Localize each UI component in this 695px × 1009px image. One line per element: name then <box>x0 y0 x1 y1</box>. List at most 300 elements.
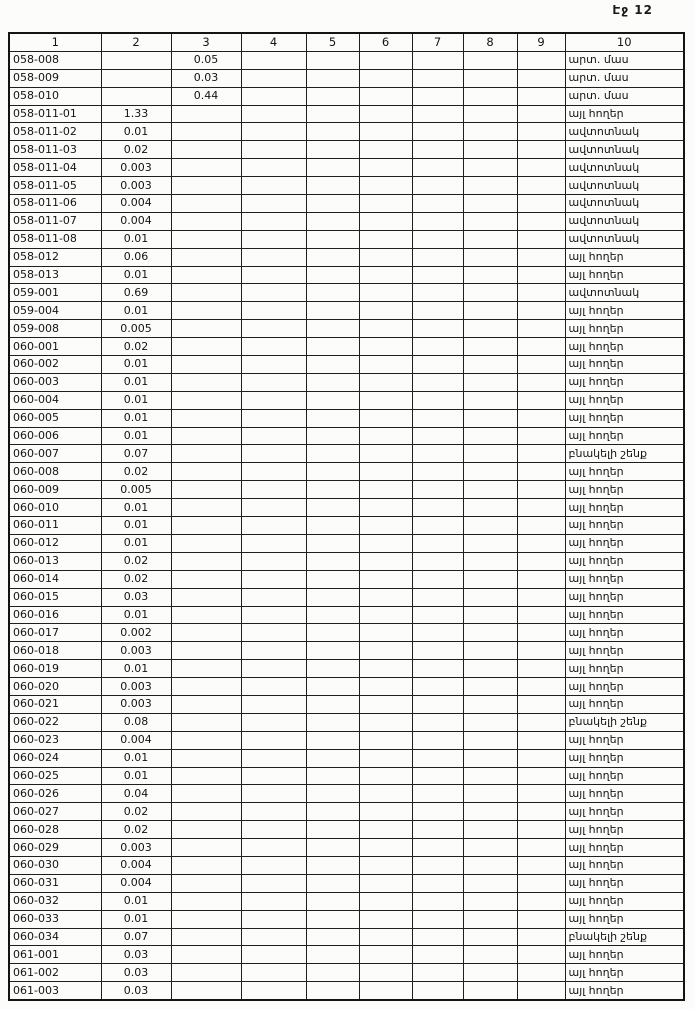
table-cell <box>517 320 565 338</box>
table-cell <box>241 445 306 463</box>
table-cell: 0.44 <box>171 87 241 105</box>
table-row <box>9 946 684 964</box>
table-cell <box>306 266 359 284</box>
table-cell: 060-010 <box>9 499 101 517</box>
table-cell: 060-013 <box>9 552 101 570</box>
table-cell: այլ հողեր <box>565 248 684 266</box>
table-row <box>9 69 684 87</box>
table-cell: 058-011-06 <box>9 195 101 213</box>
table-cell: այլ հողեր <box>565 338 684 356</box>
table-cell <box>463 624 517 642</box>
table-cell <box>171 803 241 821</box>
table-cell <box>412 248 463 266</box>
table-cell <box>412 195 463 213</box>
table-cell <box>359 445 412 463</box>
table-cell <box>306 445 359 463</box>
table-cell <box>359 517 412 535</box>
table-cell <box>463 445 517 463</box>
table-cell <box>359 713 412 731</box>
table-cell: 060-003 <box>9 373 101 391</box>
table-cell <box>359 427 412 445</box>
table-cell <box>412 803 463 821</box>
table-cell <box>306 248 359 266</box>
table-cell <box>517 964 565 982</box>
table-cell <box>171 731 241 749</box>
table-cell <box>306 302 359 320</box>
column-header: 5 <box>306 33 359 51</box>
table-row <box>9 266 684 284</box>
table-cell <box>306 391 359 409</box>
table-cell: 058-008 <box>9 51 101 69</box>
table-cell <box>171 928 241 946</box>
table-cell <box>412 409 463 427</box>
page-number-label: Էջ 12 <box>612 3 653 17</box>
table-cell <box>171 481 241 499</box>
table-row <box>9 302 684 320</box>
table-cell: 060-024 <box>9 749 101 767</box>
table-cell <box>517 552 565 570</box>
table-cell <box>463 839 517 857</box>
column-header: 10 <box>565 33 684 51</box>
table-cell <box>517 409 565 427</box>
table-cell <box>517 588 565 606</box>
table-row <box>9 230 684 248</box>
table-cell: բնակելի շենք <box>565 713 684 731</box>
table-cell <box>241 678 306 696</box>
table-row <box>9 391 684 409</box>
table-cell <box>517 892 565 910</box>
table-cell <box>517 749 565 767</box>
table-cell: 059-001 <box>9 284 101 302</box>
table-cell: 058-012 <box>9 248 101 266</box>
table-cell <box>171 302 241 320</box>
table-cell <box>359 141 412 159</box>
table-cell: այլ հողեր <box>565 695 684 713</box>
table-cell <box>306 320 359 338</box>
table-cell <box>412 69 463 87</box>
table-row <box>9 767 684 785</box>
table-cell <box>359 821 412 839</box>
table-cell <box>359 874 412 892</box>
table-cell <box>306 51 359 69</box>
table-cell: արտ. մաս <box>565 51 684 69</box>
table-cell: 060-017 <box>9 624 101 642</box>
table-row <box>9 141 684 159</box>
table-cell <box>463 552 517 570</box>
table-cell <box>412 517 463 535</box>
table-cell <box>306 749 359 767</box>
table-cell: 060-015 <box>9 588 101 606</box>
column-header: 1 <box>9 33 101 51</box>
table-cell: 0.005 <box>101 320 171 338</box>
table-row <box>9 928 684 946</box>
table-cell: 0.01 <box>101 230 171 248</box>
table-cell <box>306 892 359 910</box>
table-row <box>9 373 684 391</box>
table-cell <box>517 302 565 320</box>
table-cell <box>412 427 463 445</box>
table-cell: այլ հողեր <box>565 874 684 892</box>
table-cell <box>412 767 463 785</box>
table-cell: 0.003 <box>101 642 171 660</box>
table-cell <box>306 821 359 839</box>
table-cell: այլ հողեր <box>565 302 684 320</box>
table-cell <box>241 409 306 427</box>
table-cell <box>306 69 359 87</box>
table-cell: 0.69 <box>101 284 171 302</box>
table-cell <box>241 463 306 481</box>
table-cell: 0.07 <box>101 928 171 946</box>
table-cell <box>359 230 412 248</box>
table-cell <box>171 427 241 445</box>
table-cell <box>171 409 241 427</box>
table-cell <box>412 749 463 767</box>
table-cell <box>463 856 517 874</box>
table-cell <box>171 964 241 982</box>
table-cell <box>306 588 359 606</box>
table-cell <box>241 212 306 230</box>
table-cell: 060-027 <box>9 803 101 821</box>
table-cell <box>241 51 306 69</box>
table-cell: ավտոտնակ <box>565 159 684 177</box>
table-cell <box>517 517 565 535</box>
table-cell <box>306 195 359 213</box>
table-cell: 0.03 <box>101 946 171 964</box>
table-cell: 060-002 <box>9 356 101 374</box>
table-cell: 060-007 <box>9 445 101 463</box>
table-cell <box>306 87 359 105</box>
table-cell: 0.003 <box>101 695 171 713</box>
table-cell <box>359 302 412 320</box>
table-cell: 0.02 <box>101 570 171 588</box>
table-cell <box>241 105 306 123</box>
table-cell: 0.02 <box>101 463 171 481</box>
table-cell <box>463 123 517 141</box>
table-cell: այլ հողեր <box>565 946 684 964</box>
table-cell <box>241 695 306 713</box>
table-row <box>9 588 684 606</box>
table-row <box>9 785 684 803</box>
table-cell <box>359 177 412 195</box>
table-cell <box>517 391 565 409</box>
table-cell: 060-011 <box>9 517 101 535</box>
table-cell <box>412 821 463 839</box>
table-cell <box>241 338 306 356</box>
table-cell <box>241 141 306 159</box>
table-cell: 0.01 <box>101 266 171 284</box>
table-cell <box>359 284 412 302</box>
table-cell <box>171 910 241 928</box>
table-cell: այլ հողեր <box>565 910 684 928</box>
table-cell <box>463 266 517 284</box>
table-cell: 060-028 <box>9 821 101 839</box>
table-cell <box>306 660 359 678</box>
table-cell: 060-014 <box>9 570 101 588</box>
table-cell <box>412 320 463 338</box>
table-row <box>9 356 684 374</box>
table-cell <box>171 534 241 552</box>
table-cell <box>171 695 241 713</box>
table-cell <box>412 552 463 570</box>
table-cell: 0.03 <box>101 982 171 1000</box>
table-cell <box>241 427 306 445</box>
table-cell <box>171 982 241 1000</box>
table-cell: 060-020 <box>9 678 101 696</box>
table-cell <box>463 517 517 535</box>
table-cell <box>241 624 306 642</box>
table-cell: 0.06 <box>101 248 171 266</box>
table-cell <box>412 373 463 391</box>
table-row <box>9 517 684 535</box>
table-cell <box>412 177 463 195</box>
table-cell: 0.05 <box>171 51 241 69</box>
table-cell <box>359 624 412 642</box>
table-cell: այլ հողեր <box>565 749 684 767</box>
table-cell <box>306 105 359 123</box>
table-row <box>9 499 684 517</box>
table-cell <box>412 302 463 320</box>
table-cell <box>463 499 517 517</box>
table-cell <box>517 606 565 624</box>
table-cell <box>171 266 241 284</box>
table-cell <box>171 373 241 391</box>
table-row <box>9 338 684 356</box>
table-cell <box>306 499 359 517</box>
table-cell: 0.003 <box>101 678 171 696</box>
table-cell <box>306 481 359 499</box>
table-cell <box>359 606 412 624</box>
table-cell <box>463 87 517 105</box>
table-cell <box>463 481 517 499</box>
table-cell: 058-011-07 <box>9 212 101 230</box>
table-cell <box>359 463 412 481</box>
table-cell <box>171 391 241 409</box>
table-row <box>9 463 684 481</box>
table-cell <box>241 284 306 302</box>
table-cell <box>171 767 241 785</box>
table-cell: այլ հողեր <box>565 266 684 284</box>
table-cell <box>412 624 463 642</box>
table-cell: 0.07 <box>101 445 171 463</box>
table-cell <box>517 839 565 857</box>
table-cell <box>359 964 412 982</box>
table-cell <box>517 731 565 749</box>
table-cell: 0.01 <box>101 409 171 427</box>
table-cell <box>463 141 517 159</box>
table-cell: 060-023 <box>9 731 101 749</box>
table-cell: 0.01 <box>101 123 171 141</box>
table-cell <box>412 695 463 713</box>
table-cell: այլ հողեր <box>565 839 684 857</box>
table-cell: 0.01 <box>101 892 171 910</box>
table-cell: այլ հողեր <box>565 409 684 427</box>
table-row <box>9 248 684 266</box>
column-header: 6 <box>359 33 412 51</box>
table-cell: այլ հողեր <box>565 356 684 374</box>
table-cell <box>359 534 412 552</box>
table-cell <box>241 552 306 570</box>
table-cell <box>359 785 412 803</box>
table-cell <box>241 964 306 982</box>
table-cell <box>359 266 412 284</box>
table-cell <box>306 713 359 731</box>
table-cell <box>171 445 241 463</box>
table-cell <box>463 660 517 678</box>
table-cell <box>171 785 241 803</box>
table-cell <box>241 803 306 821</box>
table-row <box>9 123 684 141</box>
column-header: 2 <box>101 33 171 51</box>
table-cell: 0.03 <box>101 964 171 982</box>
table-cell <box>171 195 241 213</box>
table-cell <box>517 69 565 87</box>
table-cell <box>359 928 412 946</box>
table-cell <box>517 785 565 803</box>
table-cell: 0.02 <box>101 338 171 356</box>
table-cell <box>306 982 359 1000</box>
table-cell <box>463 105 517 123</box>
table-cell <box>517 51 565 69</box>
table-cell <box>517 373 565 391</box>
table-cell <box>463 606 517 624</box>
table-cell <box>517 445 565 463</box>
table-cell <box>241 195 306 213</box>
table-cell <box>517 159 565 177</box>
table-cell <box>412 481 463 499</box>
table-cell <box>171 338 241 356</box>
table-cell <box>359 570 412 588</box>
table-cell <box>359 892 412 910</box>
table-row <box>9 910 684 928</box>
table-cell <box>306 767 359 785</box>
table-cell <box>171 463 241 481</box>
table-cell <box>171 105 241 123</box>
table-cell <box>517 624 565 642</box>
table-cell <box>171 839 241 857</box>
table-cell <box>241 892 306 910</box>
table-cell: արտ. մաս <box>565 87 684 105</box>
table-cell <box>463 803 517 821</box>
table-cell <box>359 642 412 660</box>
table-cell <box>306 123 359 141</box>
table-cell <box>101 87 171 105</box>
table-cell: այլ հողեր <box>565 803 684 821</box>
table-cell <box>241 642 306 660</box>
table-cell <box>241 982 306 1000</box>
table-cell <box>359 910 412 928</box>
table-cell <box>359 105 412 123</box>
table-cell <box>359 499 412 517</box>
table-cell: 0.005 <box>101 481 171 499</box>
table-cell <box>241 391 306 409</box>
table-cell <box>412 123 463 141</box>
table-cell <box>241 517 306 535</box>
table-cell: ավտոտնակ <box>565 123 684 141</box>
table-cell <box>463 570 517 588</box>
table-cell <box>359 803 412 821</box>
table-cell <box>306 642 359 660</box>
table-cell <box>517 248 565 266</box>
table-row <box>9 821 684 839</box>
table-cell: 060-016 <box>9 606 101 624</box>
table-cell: 0.03 <box>101 588 171 606</box>
table-cell: ավտոտնակ <box>565 284 684 302</box>
table-cell: այլ հողեր <box>565 856 684 874</box>
table-cell: ավտոտնակ <box>565 230 684 248</box>
table-cell <box>359 69 412 87</box>
table-cell <box>412 141 463 159</box>
table-cell <box>306 624 359 642</box>
table-cell <box>463 391 517 409</box>
table-cell <box>241 302 306 320</box>
table-cell <box>359 123 412 141</box>
table-cell: 0.01 <box>101 356 171 374</box>
table-cell: 0.01 <box>101 391 171 409</box>
table-cell <box>171 499 241 517</box>
table-cell <box>241 159 306 177</box>
table-row <box>9 695 684 713</box>
table-cell: 0.002 <box>101 624 171 642</box>
table-row <box>9 749 684 767</box>
table-cell <box>359 212 412 230</box>
table-cell <box>359 731 412 749</box>
table-cell <box>463 731 517 749</box>
table-cell: այլ հողեր <box>565 821 684 839</box>
table-cell <box>463 534 517 552</box>
table-cell <box>463 874 517 892</box>
table-cell: ավտոտնակ <box>565 195 684 213</box>
table-cell <box>241 588 306 606</box>
table-cell: 0.004 <box>101 195 171 213</box>
table-cell: 0.01 <box>101 767 171 785</box>
table-cell <box>359 248 412 266</box>
table-cell: այլ հողեր <box>565 105 684 123</box>
table-cell <box>463 642 517 660</box>
table-cell: 058-011-01 <box>9 105 101 123</box>
table-cell: 060-034 <box>9 928 101 946</box>
table-cell <box>359 695 412 713</box>
table-cell <box>241 660 306 678</box>
table-cell: 058-011-02 <box>9 123 101 141</box>
table-cell: 0.003 <box>101 159 171 177</box>
table-cell <box>517 910 565 928</box>
table-cell: 058-011-08 <box>9 230 101 248</box>
table-cell <box>517 821 565 839</box>
table-cell: այլ հողեր <box>565 534 684 552</box>
table-cell <box>463 821 517 839</box>
table-cell <box>359 767 412 785</box>
table-cell <box>517 463 565 481</box>
table-cell <box>359 749 412 767</box>
table-cell <box>517 356 565 374</box>
table-cell: 0.01 <box>101 302 171 320</box>
table-cell <box>517 427 565 445</box>
table-cell <box>241 928 306 946</box>
table-cell <box>517 177 565 195</box>
table-cell: 060-009 <box>9 481 101 499</box>
table-cell <box>359 409 412 427</box>
table-cell <box>306 606 359 624</box>
table-cell <box>359 946 412 964</box>
table-cell <box>241 767 306 785</box>
table-cell <box>359 356 412 374</box>
table-cell <box>306 874 359 892</box>
column-header: 3 <box>171 33 241 51</box>
table-cell: 059-008 <box>9 320 101 338</box>
table-cell <box>241 856 306 874</box>
table-body <box>9 51 684 1000</box>
header-row <box>9 33 684 51</box>
